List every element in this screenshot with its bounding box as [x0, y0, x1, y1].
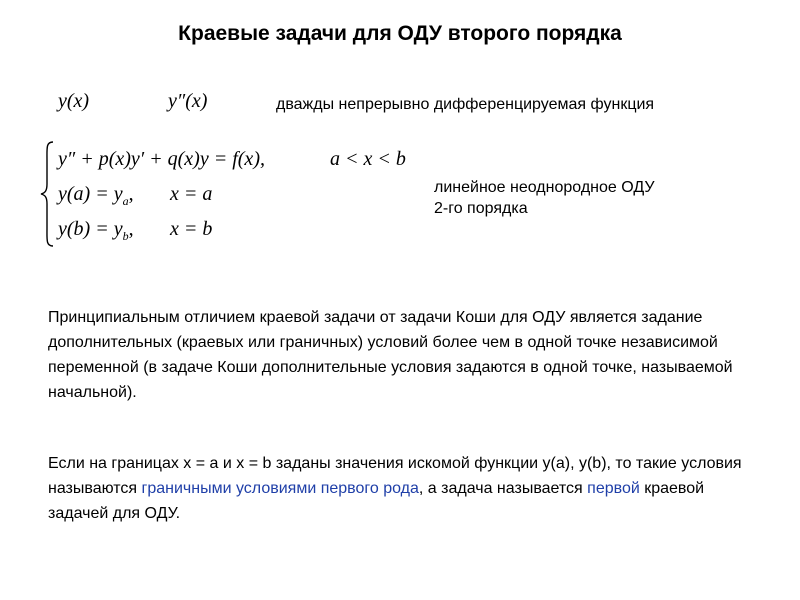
equation-ode-domain: a < x < b — [330, 148, 406, 170]
equation-ode: y″ + p(x)y′ + q(x)y = f(x), — [58, 148, 265, 170]
boundary-condition-b: $y(b) = y_b$, — [58, 218, 134, 243]
function-description: дважды непрерывно дифференцируемая функция — [276, 96, 655, 113]
term-first: первой — [587, 480, 640, 497]
term-first-kind-conditions: граничными условиями первого рода — [141, 480, 419, 497]
function-y-second-derivative: y″(x) — [168, 90, 208, 112]
function-y: y(x) — [58, 90, 90, 112]
boundary-point-a: x = a — [170, 183, 213, 205]
system-brace — [40, 140, 54, 248]
system-description-line1: линейное неоднородное ОДУ — [434, 179, 655, 196]
slide-title: Краевые задачи для ОДУ второго порядка — [178, 22, 622, 45]
boundary-condition-a: $y(a) = y_a$, — [58, 183, 134, 208]
paragraph-first-kind: Если на границах x = a и x = b заданы значения искомой функции y(a), y(b), то такие условия называются граничными условиями первого рода, а задача называется первой краевой задачей для ОДУ. — [48, 455, 742, 522]
system-description-line2: 2-го порядка — [434, 200, 528, 217]
system-description — [434, 177, 655, 219]
boundary-point-b: x = b — [170, 218, 213, 240]
paragraph-difference: Принципиальным отличием краевой задачи от задачи Коши для ОДУ является задание дополнительных (краевых или граничных) условий более чем в одной точке независимой переменной (в задаче Коши дополнительные условия задаются в одной точке, называемой начальной). — [48, 309, 733, 401]
